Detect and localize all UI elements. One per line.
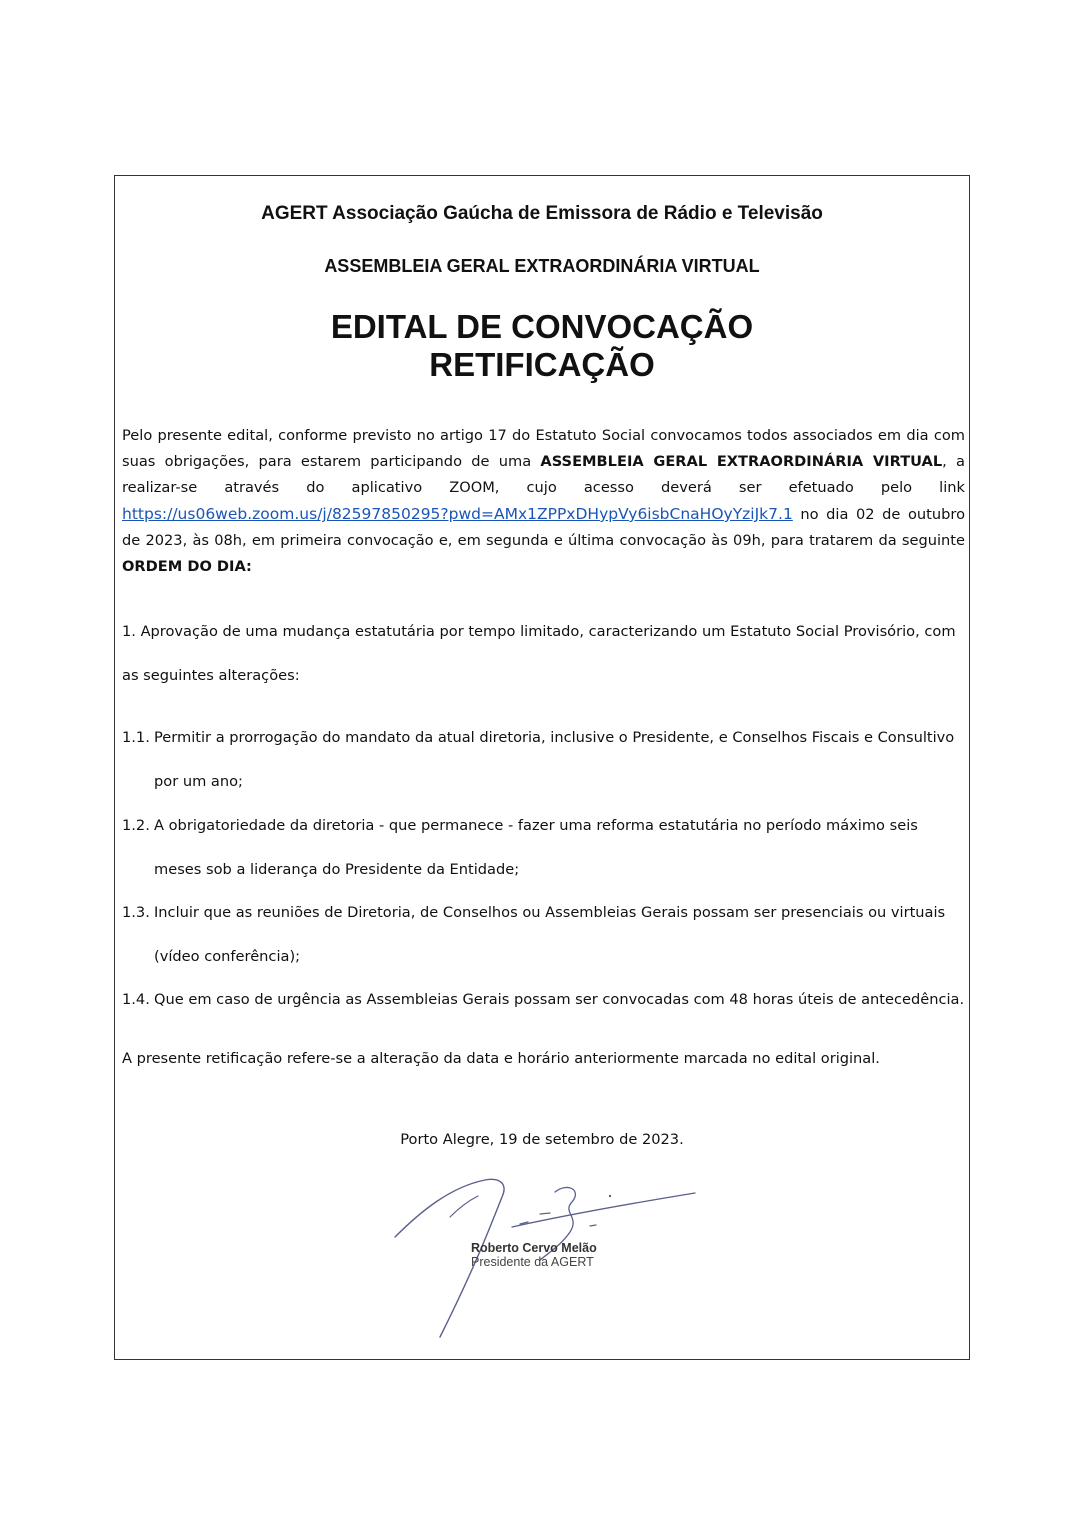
zoom-link[interactable]: https://us06web.zoom.us/j/82597850295?pwd=AMx1ZPPxDHypVy6isbCnaHOyYziJk7.1 xyxy=(122,505,793,523)
agenda-subitem-1-2-cont: meses sob a liderança do Presidente da Entidade; xyxy=(154,861,520,878)
title-line-1: EDITAL DE CONVOCAÇÃO xyxy=(330,308,754,345)
organization-heading: AGERT Associação Gaúcha de Emissora de Rádio e Televisão xyxy=(261,203,823,224)
subitem-text: Que em caso de urgência as Assembleias Gerais possam ser convocadas com 48 horas úteis de antecedência. xyxy=(154,991,965,1008)
agenda-subitem-1-4 xyxy=(122,987,964,1013)
agenda-subitem-1-2 xyxy=(122,813,918,839)
subitem-number: 1.2. xyxy=(122,817,150,834)
subitem-text: A obrigatoriedade da diretoria - que permanece - fazer uma reforma estatutária no período máximo seis xyxy=(154,817,918,834)
intro-paragraph xyxy=(122,423,965,580)
agenda-subitem-1-3-cont: (vídeo conferência); xyxy=(154,948,301,965)
intro-text-2: , a realizar-se através do aplicativo ZOOM, cujo acesso deverá ser efetuado pelo link xyxy=(122,453,965,496)
signatory-role: Presidente da AGERT xyxy=(471,1255,594,1269)
intro-text-3: no dia 02 de outubro de 2023, às 08h, em primeira convocação e, em segunda e última convocação às 09h, para tratarem da seguinte xyxy=(122,506,965,549)
assembly-subtitle: ASSEMBLEIA GERAL EXTRAORDINÁRIA VIRTUAL xyxy=(324,256,760,276)
rectification-note: A presente retificação refere-se a alteração da data e horário anteriormente marcada no edital original. xyxy=(122,1050,880,1067)
subitem-text: Permitir a prorrogação do mandato da atual diretoria, inclusive o Presidente, e Conselhos Fiscais e Consultivo xyxy=(154,729,955,746)
place-date: Porto Alegre, 19 de setembro de 2023. xyxy=(400,1131,684,1148)
signatory-name: Roberto Cervo Melão xyxy=(471,1241,597,1255)
document-frame xyxy=(114,175,970,1360)
page-title xyxy=(115,308,969,384)
subitem-number: 1.1. xyxy=(122,729,150,746)
intro-bold-assembly: ASSEMBLEIA GERAL EXTRAORDINÁRIA VIRTUAL xyxy=(540,453,943,470)
agenda-subitem-1-3 xyxy=(122,900,945,926)
subitem-number: 1.4. xyxy=(122,991,150,1008)
subitem-number: 1.3. xyxy=(122,904,150,921)
title-line-2: RETIFICAÇÃO xyxy=(429,346,655,383)
agenda-subitem-1-1-cont: por um ano; xyxy=(154,773,243,790)
agenda-item-1-line-2: as seguintes alterações: xyxy=(122,667,300,684)
agenda-subitem-1-1 xyxy=(122,725,954,751)
subitem-text: Incluir que as reuniões de Diretoria, de Conselhos ou Assembleias Gerais possam ser presenciais ou virtuais xyxy=(154,904,946,921)
intro-bold-agenda: ORDEM DO DIA: xyxy=(122,558,252,575)
agenda-item-1-line-1: 1. Aprovação de uma mudança estatutária por tempo limitado, caracterizando um Estatuto Social Provisório, com xyxy=(122,623,956,640)
signatory xyxy=(471,1241,597,1269)
intro-text-1: Pelo presente edital, conforme previsto no artigo 17 do Estatuto Social convocamos todos associados em dia com suas obrigações, para estarem participando de uma xyxy=(122,427,965,470)
